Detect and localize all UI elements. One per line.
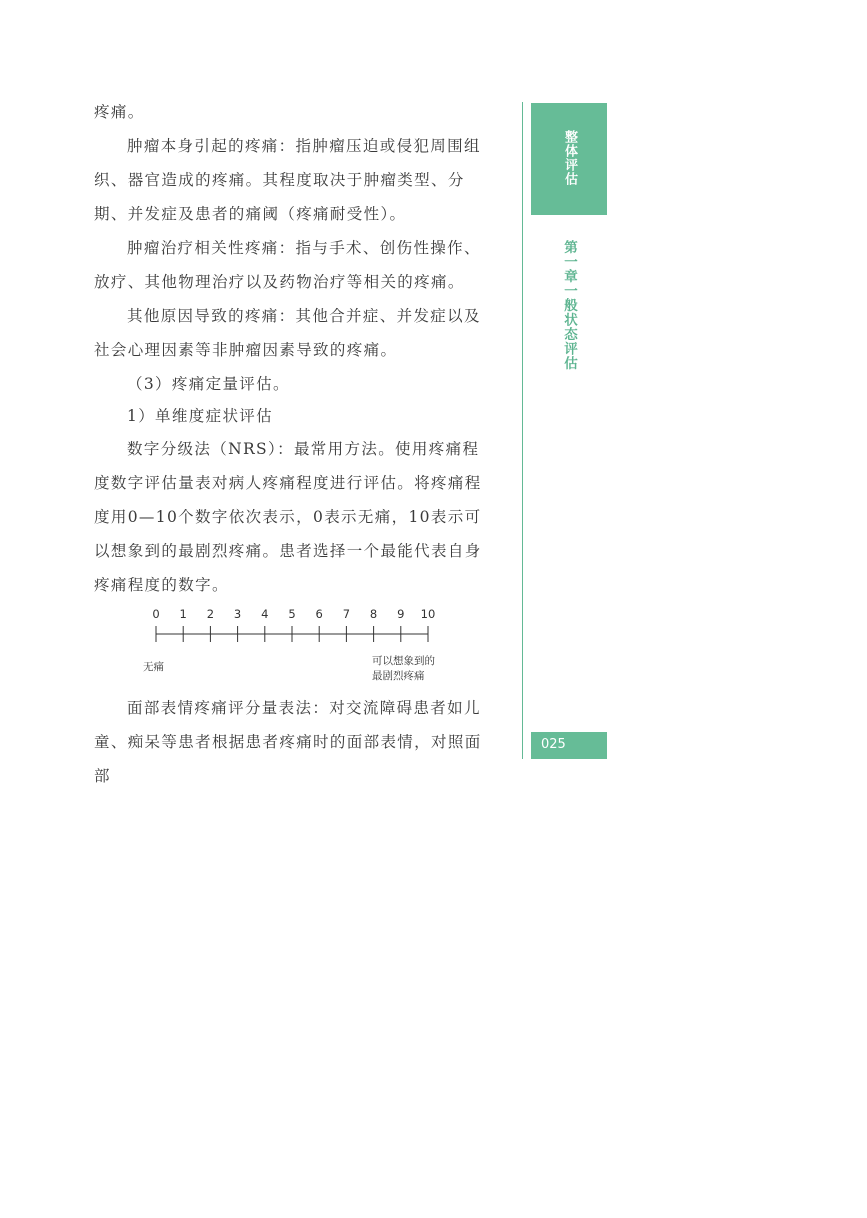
scale-number-10: 10 bbox=[420, 607, 436, 621]
paragraph-continuation: 疼痛。 bbox=[94, 103, 145, 121]
scale-label-worst-2: 最剧烈疼痛 bbox=[372, 670, 425, 682]
scale-number-9: 9 bbox=[397, 607, 405, 621]
heading-single-dimension: 1）单维度症状评估 bbox=[127, 407, 274, 425]
paragraph-tumor-pain: 肿瘤本身引起的疼痛：指肿瘤压迫或侵犯周围组织、器官造成的疼痛。其程度取决于肿瘤类型、分期、并发症及患者的痛阈（疼痛耐受性）。 bbox=[94, 137, 481, 223]
scale-number-8: 8 bbox=[369, 607, 378, 621]
scale-number-3: 3 bbox=[233, 607, 242, 621]
heading-quantitative-assessment: （3）疼痛定量评估。 bbox=[127, 375, 290, 393]
page-number-box bbox=[531, 732, 607, 759]
scale-number-1: 1 bbox=[179, 607, 187, 621]
section-tab bbox=[531, 103, 607, 215]
scale-label-worst-1: 可以想象到的 bbox=[372, 655, 435, 667]
scale-label-none: 无痛 bbox=[143, 661, 164, 673]
paragraph-nrs: 数字分级法（NRS）：最常用方法。使用疼痛程度数字评估量表对病人疼痛程度进行评估。将疼痛程度用0—10个数字依次表示，0表示无痛，10表示可以想象到的最剧烈疼痛。患者选择一个最能代表自身疼痛程度的数字。 bbox=[94, 440, 482, 594]
scale-number-0: 0 bbox=[152, 607, 160, 621]
page-number: 025 bbox=[541, 737, 566, 752]
section-tab-label: 整体评估 bbox=[562, 130, 577, 186]
paragraph-faces-scale: 面部表情疼痛评分量表法：对交流障碍患者如儿童、痴呆等患者根据患者疼痛时的面部表情，对照面部 bbox=[94, 699, 482, 785]
chapter-title: 第一章一般状态评估 bbox=[561, 240, 577, 371]
sidebar-divider bbox=[522, 102, 523, 759]
nrs-scale bbox=[130, 600, 470, 690]
paragraph-treatment-pain: 肿瘤治疗相关性疼痛：指与手术、创伤性操作、放疗、其他物理治疗以及药物治疗等相关的疼痛。 bbox=[94, 239, 481, 291]
paragraph-other-pain: 其他原因导致的疼痛：其他合并症、并发症以及社会心理因素等非肿瘤因素导致的疼痛。 bbox=[94, 307, 481, 359]
scale-number-7: 7 bbox=[342, 607, 351, 621]
scale-number-5: 5 bbox=[288, 607, 296, 621]
scale-number-2: 2 bbox=[206, 607, 215, 621]
scale-number-6: 6 bbox=[315, 607, 323, 621]
scale-number-4: 4 bbox=[261, 607, 269, 621]
